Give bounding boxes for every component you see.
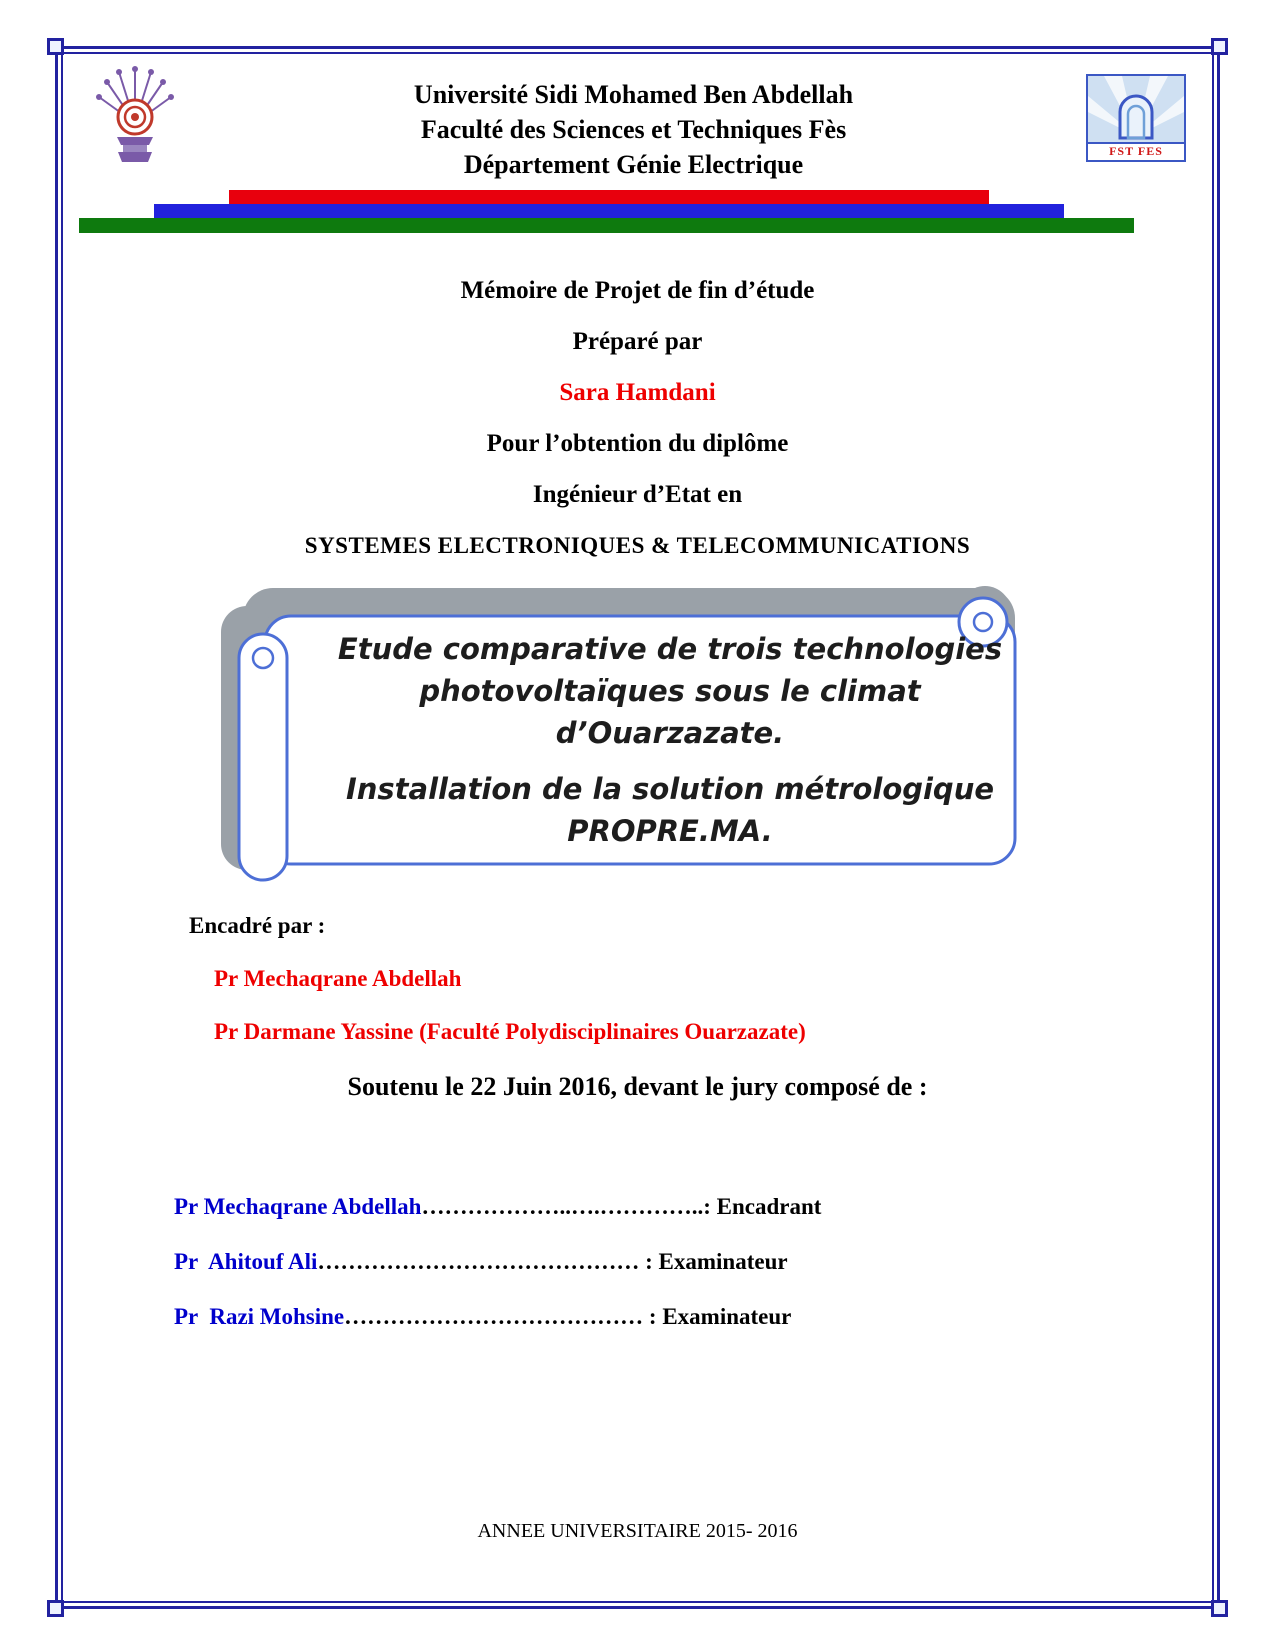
- page-border-inner: [61, 52, 1214, 1603]
- page-content: [65, 56, 1210, 1599]
- page-border: [55, 46, 1220, 1609]
- jury-dots: ………………………………… :: [344, 1304, 663, 1329]
- title-scroll: [215, 582, 1045, 887]
- supervisor-1: Pr Mechaqrane Abdellah: [214, 966, 462, 991]
- thesis-title-line1: Etude comparative de trois technologies photovoltaïques sous le climat d’Ouarzazate.: [337, 632, 1003, 751]
- program-name: SYSTEMES ELECTRONIQUES & TELECOMMUNICATIONS: [304, 533, 971, 558]
- header: [65, 56, 1210, 188]
- jury-member-role: Encadrant: [716, 1194, 822, 1219]
- thesis-title-line2: Installation de la solution métrologique PROPRE.MA.: [345, 772, 995, 849]
- degree-label: Ingénieur d’Etat en: [532, 481, 743, 508]
- supervisor-2: Pr Darmane Yassine (Faculté Polydisciplinaires Ouarzazate): [214, 1019, 806, 1044]
- jury-row: [174, 1304, 1210, 1330]
- defense-line: Soutenu le 22 Juin 2016, devant le jury composé de :: [347, 1072, 928, 1101]
- jury-dots: ………………..….…………..:: [421, 1194, 717, 1219]
- supervision-label: Encadré par :: [189, 913, 326, 938]
- blue-bar: [154, 204, 1064, 219]
- institution-titles: [181, 66, 1086, 182]
- jury-member-role: Examinateur: [658, 1249, 788, 1274]
- red-bar: [229, 190, 989, 205]
- jury-member-name: Pr Razi Mohsine: [174, 1304, 345, 1329]
- department-name: Département Génie Electrique: [463, 149, 804, 179]
- main-content: [65, 276, 1210, 1330]
- thesis-title: [323, 628, 1017, 852]
- jury-member-role: Examinateur: [662, 1304, 792, 1329]
- diploma-label: Pour l’obtention du diplôme: [486, 430, 789, 457]
- prepared-by-label: Préparé par: [572, 328, 703, 355]
- jury-dots: …………………………………… :: [317, 1249, 659, 1274]
- university-name: Université Sidi Mohamed Ben Abdellah: [413, 80, 854, 109]
- memoire-title: Mémoire de Projet de fin d’étude: [460, 277, 815, 304]
- jury-member-name: Pr Ahitouf Ali: [174, 1249, 318, 1274]
- faculty-name: Faculté des Sciences et Techniques Fès: [420, 114, 847, 144]
- fst-logo-caption: FST FES: [1088, 142, 1184, 159]
- author-name: Sara Hamdani: [559, 379, 716, 406]
- jury-row: [174, 1194, 1210, 1220]
- jury-row: [174, 1249, 1210, 1275]
- university-emblem-icon: [89, 66, 181, 172]
- fst-logo: [1086, 74, 1186, 162]
- jury-member-name: Pr Mechaqrane Abdellah: [174, 1194, 422, 1219]
- decorative-bars: [65, 190, 1210, 236]
- academic-year-footer: ANNEE UNIVERSITAIRE 2015- 2016: [477, 1520, 798, 1542]
- green-bar: [79, 218, 1134, 233]
- jury-list: [174, 1194, 1210, 1330]
